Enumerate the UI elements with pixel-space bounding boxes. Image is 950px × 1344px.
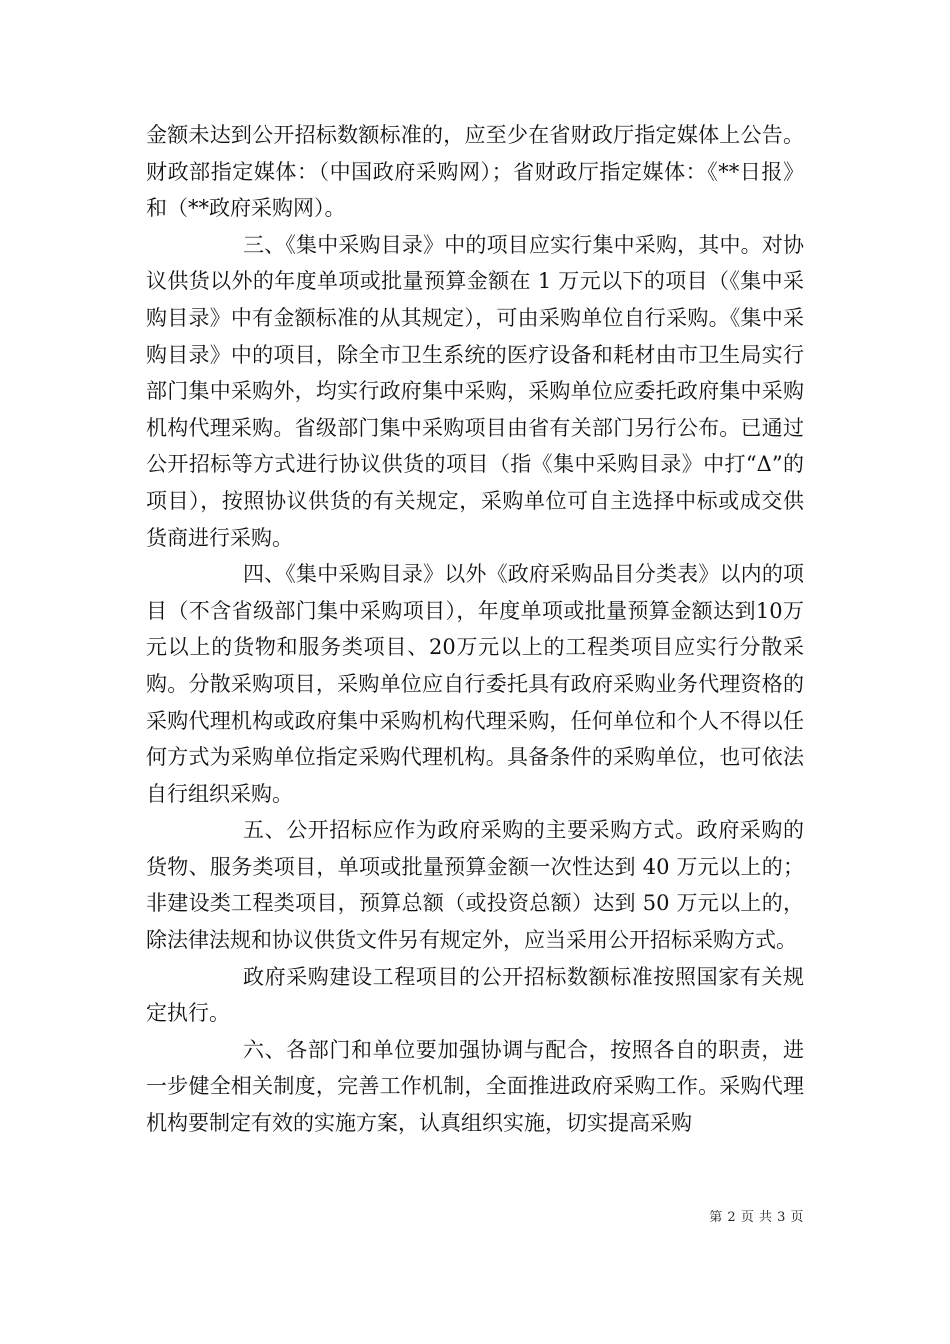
paragraph-construction-standard: 政府采购建设工程项目的公开招标数额标准按照国家有关规定执行。: [146, 964, 804, 1026]
paragraph-continuation: 金额未达到公开招标数额标准的，应至少在省财政厅指定媒体上公告。财政部指定媒体：（中国政府采购网）；省财政厅指定媒体：《**日报》和（**政府采购网）。: [146, 123, 804, 221]
document-body: [146, 117, 804, 1142]
paragraph-section-5: 五、公开招标应作为政府采购的主要采购方式。政府采购的货物、服务类项目，单项或批量预算金额一次性达到 40 万元以上的；非建设类工程类项目，预算总额（或投资总额）达到 50 万元以上的，除法律法规和协议供货文件另有规定外，应当采用公开招标采购方式。: [146, 818, 804, 953]
paragraph-section-3: 三、《集中采购目录》中的项目应实行集中采购，其中。对协议供货以外的年度单项或批量预算金额在 1 万元以下的项目（《集中采购目录》中有金额标准的从其规定），可由采购单位自行采购。《集中采购目录》中的项目，除全市卫生系统的医疗设备和耗材由市卫生局实行部门集中采购外，均实行政府集中采购，采购单位应委托政府集中采购机构代理采购。省级部门集中采购项目由省有关部门另行公布。已通过公开招标等方式进行协议供货的项目（指《集中采购目录》中打“Δ”的项目），按照协议供货的有关规定，采购单位可自主选择中标或成交供货商进行采购。: [146, 232, 804, 550]
page-number: 第 2 页 共 3 页: [709, 1210, 804, 1225]
paragraph-section-4: 四、《集中采购目录》以外《政府采购品目分类表》以内的项目（不含省级部门集中采购项目），年度单项或批量预算金额达到10万元以上的货物和服务类项目、20万元以上的工程类项目应实行分散采购。分散采购项目，采购单位应自行委托具有政府采购业务代理资格的采购代理机构或政府集中采购机构代理采购，任何单位和个人不得以任何方式为采购单位指定采购代理机构。具备条件的采购单位，也可依法自行组织采购。: [146, 562, 804, 806]
paragraph-section-6: 六、各部门和单位要加强协调与配合，按照各自的职责，进一步健全相关制度，完善工作机制，全面推进政府采购工作。采购代理机构要制定有效的实施方案，认真组织实施，切实提高采购: [146, 1037, 804, 1136]
